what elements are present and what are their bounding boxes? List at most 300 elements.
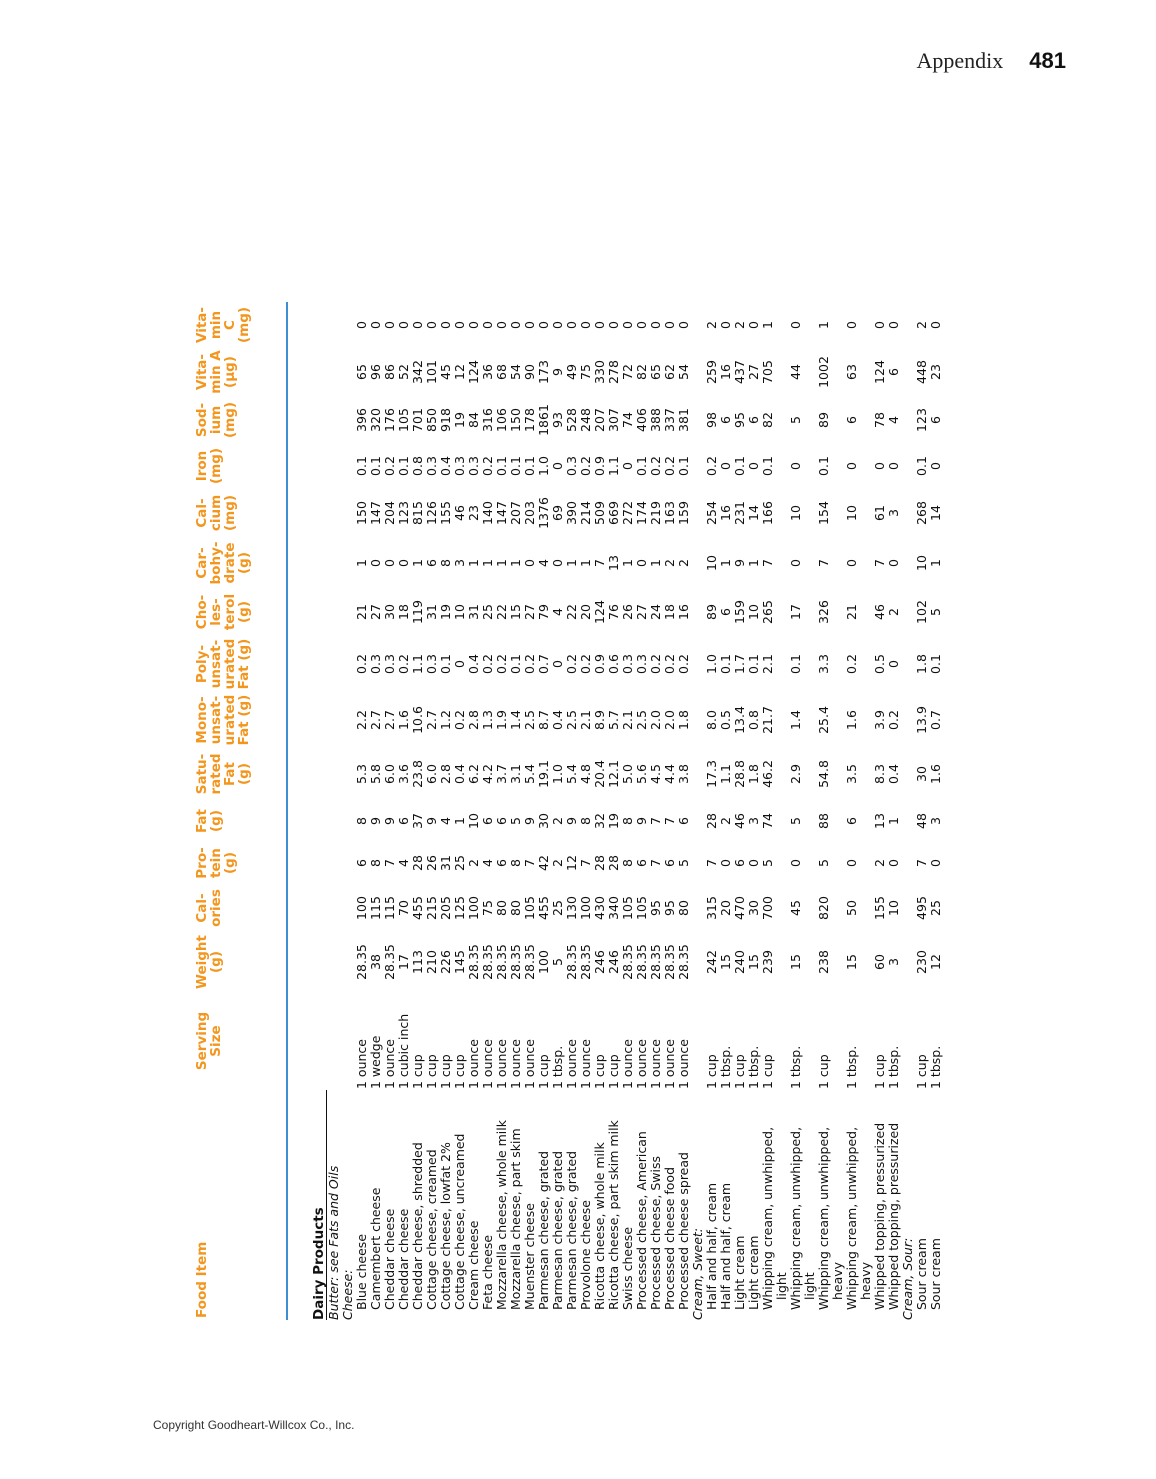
value-cell: 0.4 <box>438 456 453 476</box>
table-row <box>425 302 439 1320</box>
value-cell: 316 <box>480 408 495 432</box>
value-cell: 8 <box>354 817 369 825</box>
serving-size-cell: 1 ounce <box>466 1039 481 1089</box>
page-header <box>917 48 1066 74</box>
food-item-cell <box>621 1090 635 1320</box>
value-cell: 176 <box>382 408 397 432</box>
value-cell: 68 <box>494 364 509 380</box>
value-cell: 0 <box>592 321 607 329</box>
value-cell: 4 <box>438 817 453 825</box>
value-cell: 2 <box>466 859 481 867</box>
value-cell: 307 <box>606 408 621 432</box>
value-cell: 17 <box>396 954 411 970</box>
food-item-cell <box>719 1090 733 1320</box>
value-cell: 74 <box>620 412 635 428</box>
table-row <box>383 302 397 1320</box>
table-row <box>621 302 635 1320</box>
value-cell: 28.35 <box>564 944 579 980</box>
value-cell: 7 <box>648 859 663 867</box>
value-cell: 13 <box>872 813 887 829</box>
value-cell: 10 <box>704 555 719 571</box>
value-cell: 80 <box>494 900 509 916</box>
serving-size-cell: 1 tbsp. <box>844 1045 859 1089</box>
value-cell: 0 <box>620 462 635 470</box>
value-cell: 10 <box>452 604 467 620</box>
value-cell: 0 <box>522 559 537 567</box>
value-cell: 700 <box>760 896 775 920</box>
col-carbohydrate: Car-bohy-drate (g) <box>194 541 252 585</box>
value-cell: 9 <box>550 368 565 376</box>
value-cell: 230 <box>914 950 929 974</box>
serving-size-cell: 1 cubic inch <box>396 1013 411 1089</box>
value-cell: 1.0 <box>704 654 719 674</box>
value-cell: 1.0 <box>536 456 551 476</box>
value-cell: 0 <box>872 321 887 329</box>
value-cell: 0 <box>564 321 579 329</box>
value-cell: 8 <box>368 859 383 867</box>
value-cell: 315 <box>704 896 719 920</box>
value-cell: 9 <box>424 817 439 825</box>
value-cell: 0 <box>536 321 551 329</box>
value-cell: 150 <box>354 501 369 525</box>
food-item-cell <box>355 1090 369 1320</box>
value-cell: 0 <box>634 321 649 329</box>
value-cell: 0 <box>354 321 369 329</box>
value-cell: 238 <box>816 950 831 974</box>
group-label: Cream, Sweet: <box>690 1228 705 1320</box>
food-item-name-cont: light <box>774 1272 789 1300</box>
value-cell: 25 <box>452 855 467 871</box>
value-cell: 46 <box>872 604 887 620</box>
value-cell: 115 <box>382 896 397 920</box>
table-row <box>593 302 607 1320</box>
serving-size-cell: 1 tbsp. <box>550 1045 565 1089</box>
food-item-cell <box>887 1090 901 1320</box>
copyright-notice: Copyright Goodheart-Willcox Co., Inc. <box>153 1418 355 1432</box>
value-cell: 0 <box>494 321 509 329</box>
value-cell: 495 <box>914 896 929 920</box>
food-item-name-cont: heavy <box>830 1261 845 1300</box>
table-row <box>663 302 677 1320</box>
value-cell: 15 <box>844 954 859 970</box>
serving-size-cell: 1 ounce <box>662 1039 677 1089</box>
value-cell: 242 <box>704 950 719 974</box>
value-cell: 5 <box>928 608 943 616</box>
value-cell: 28.35 <box>620 944 635 980</box>
value-cell: 4 <box>550 608 565 616</box>
value-cell: 8.9 <box>592 710 607 730</box>
value-cell: 119 <box>410 600 425 624</box>
value-cell: 89 <box>704 604 719 620</box>
table-row <box>495 302 509 1320</box>
value-cell: 0 <box>746 462 761 470</box>
value-cell: 49 <box>564 364 579 380</box>
value-cell: 2.7 <box>424 710 439 730</box>
value-cell: 204 <box>382 501 397 525</box>
value-cell: 28.35 <box>522 944 537 980</box>
food-item-name: Cottage cheese, uncreamed <box>452 1133 467 1310</box>
value-cell: 6 <box>844 416 859 424</box>
value-cell: 123 <box>396 501 411 525</box>
value-cell: 23 <box>928 364 943 380</box>
table-row <box>929 302 943 1320</box>
serving-size-cell: 1 cup <box>438 1054 453 1089</box>
value-cell: 1.6 <box>844 710 859 730</box>
value-cell: 155 <box>438 501 453 525</box>
value-cell: 0.1 <box>928 654 943 674</box>
food-item-cell <box>607 1090 621 1320</box>
serving-size-cell: 1 ounce <box>522 1039 537 1089</box>
food-item-name: Parmesan cheese, grated <box>550 1150 565 1310</box>
value-cell: 0.2 <box>662 654 677 674</box>
value-cell: 15 <box>508 604 523 620</box>
value-cell: 0 <box>928 321 943 329</box>
value-cell: 9 <box>382 817 397 825</box>
value-cell: 20 <box>718 900 733 916</box>
section-row <box>308 302 327 1320</box>
col-saturated-fat: Satu-rated Fat (g) <box>194 753 252 795</box>
value-cell: 19 <box>606 813 621 829</box>
value-cell: 0.2 <box>382 456 397 476</box>
food-item-cell <box>495 1090 509 1320</box>
serving-size-cell: 1 ounce <box>634 1039 649 1089</box>
col-serving-size: Serving Size <box>194 1011 224 1071</box>
food-item-cell <box>635 1090 649 1320</box>
value-cell: 15 <box>718 954 733 970</box>
value-cell: 5.6 <box>634 764 649 784</box>
value-cell: 1.3 <box>480 710 495 730</box>
value-cell: 31 <box>466 604 481 620</box>
serving-size-cell: 1 cup <box>606 1054 621 1089</box>
value-cell: 1 <box>578 559 593 567</box>
food-item-cell <box>705 1090 719 1320</box>
value-cell: 4 <box>396 859 411 867</box>
value-cell: 1 <box>410 559 425 567</box>
value-cell: 437 <box>732 360 747 384</box>
value-cell: 1.8 <box>746 764 761 784</box>
value-cell: 6 <box>494 859 509 867</box>
col-cholesterol: Cho-les-terol (g) <box>194 593 252 631</box>
value-cell: 4 <box>536 559 551 567</box>
value-cell: 2 <box>676 559 691 567</box>
value-cell: 203 <box>522 501 537 525</box>
value-cell: 2.7 <box>382 710 397 730</box>
value-cell: 5 <box>550 958 565 966</box>
value-cell: 207 <box>508 501 523 525</box>
food-item-cell <box>845 1090 873 1320</box>
food-item-name: Cottage cheese, creamed <box>424 1149 439 1310</box>
value-cell: 6.2 <box>466 764 481 784</box>
value-cell: 2 <box>914 321 929 329</box>
value-cell: 0.8 <box>746 710 761 730</box>
value-cell: 5.3 <box>354 764 369 784</box>
food-item-cell <box>761 1090 789 1320</box>
value-cell: 1 <box>452 817 467 825</box>
value-cell: 0.1 <box>354 456 369 476</box>
value-cell: 509 <box>592 501 607 525</box>
value-cell: 173 <box>536 360 551 384</box>
value-cell: 0 <box>368 321 383 329</box>
value-cell: 0.1 <box>676 456 691 476</box>
value-cell: 0.2 <box>648 456 663 476</box>
value-cell: 1 <box>746 559 761 567</box>
value-cell: 1 <box>480 559 495 567</box>
value-cell: 0 <box>550 321 565 329</box>
value-cell: 254 <box>704 501 719 525</box>
value-cell: 5.4 <box>522 764 537 784</box>
value-cell: 7 <box>522 859 537 867</box>
value-cell: 1.1 <box>410 654 425 674</box>
value-cell: 25.4 <box>816 706 831 734</box>
value-cell: 93 <box>550 412 565 428</box>
value-cell: 0.1 <box>494 456 509 476</box>
value-cell: 0.1 <box>508 654 523 674</box>
value-cell: 1 <box>508 559 523 567</box>
food-item-cell <box>383 1090 397 1320</box>
food-item-name: Cheddar cheese, shredded <box>410 1142 425 1310</box>
value-cell: 54 <box>676 364 691 380</box>
food-item-cell <box>663 1090 677 1320</box>
value-cell: 174 <box>634 501 649 525</box>
value-cell: 406 <box>634 408 649 432</box>
value-cell: 2 <box>872 859 887 867</box>
value-cell: 272 <box>620 501 635 525</box>
value-cell: 6.0 <box>424 764 439 784</box>
value-cell: 3 <box>928 817 943 825</box>
value-cell: 0.2 <box>676 654 691 674</box>
value-cell: 0 <box>368 559 383 567</box>
food-item-name: Ricotta cheese, whole milk <box>592 1142 607 1310</box>
food-item-name-cont: light <box>802 1272 817 1300</box>
value-cell: 210 <box>424 950 439 974</box>
value-cell: 7 <box>914 859 929 867</box>
serving-size-cell: 1 cup <box>536 1054 551 1089</box>
col-food-item: Food Item <box>194 1241 210 1318</box>
value-cell: 5.7 <box>606 710 621 730</box>
value-cell: 145 <box>452 950 467 974</box>
food-item-cell <box>411 1090 425 1320</box>
value-cell: 8.3 <box>872 764 887 784</box>
value-cell: 231 <box>732 501 747 525</box>
serving-size-cell: 1 cup <box>760 1054 775 1089</box>
value-cell: 0.2 <box>494 654 509 674</box>
value-cell: 105 <box>522 896 537 920</box>
value-cell: 0.2 <box>578 456 593 476</box>
value-cell: 12 <box>928 954 943 970</box>
value-cell: 205 <box>438 896 453 920</box>
value-cell: 96 <box>368 364 383 380</box>
value-cell: 79 <box>536 604 551 620</box>
value-cell: 455 <box>410 896 425 920</box>
value-cell: 23.8 <box>410 760 425 788</box>
value-cell: 0 <box>844 462 859 470</box>
value-cell: 3 <box>746 817 761 825</box>
food-item-cell <box>439 1090 453 1320</box>
food-item-name-cont: heavy <box>858 1261 873 1300</box>
value-cell: 1.0 <box>550 764 565 784</box>
value-cell: 0.3 <box>466 456 481 476</box>
table-row <box>439 302 453 1320</box>
value-cell: 330 <box>592 360 607 384</box>
table-row <box>523 302 537 1320</box>
food-item-name: Camembert cheese <box>368 1187 383 1310</box>
value-cell: 1.7 <box>732 654 747 674</box>
table-row <box>607 302 621 1320</box>
value-cell: 0 <box>844 321 859 329</box>
value-cell: 115 <box>368 896 383 920</box>
value-cell: 0 <box>606 321 621 329</box>
value-cell: 65 <box>354 364 369 380</box>
value-cell: 9 <box>732 559 747 567</box>
table-row <box>509 302 523 1320</box>
value-cell: 21 <box>354 604 369 620</box>
value-cell: 45 <box>438 364 453 380</box>
value-cell: 98 <box>704 412 719 428</box>
group-row <box>901 302 915 1320</box>
value-cell: 76 <box>606 604 621 620</box>
food-item-cell <box>579 1090 593 1320</box>
value-cell: 3 <box>886 958 901 966</box>
value-cell: 78 <box>872 412 887 428</box>
group-label: Cheese: <box>340 1269 355 1320</box>
value-cell: 100 <box>354 896 369 920</box>
value-cell: 0 <box>480 321 495 329</box>
value-cell: 13.4 <box>732 706 747 734</box>
value-cell: 124 <box>592 600 607 624</box>
value-cell: 28.35 <box>354 944 369 980</box>
value-cell: 9 <box>522 817 537 825</box>
value-cell: 4 <box>480 859 495 867</box>
value-cell: 214 <box>578 501 593 525</box>
value-cell: 6 <box>886 368 901 376</box>
value-cell: 7 <box>816 559 831 567</box>
value-cell: 0 <box>872 462 887 470</box>
value-cell: 14 <box>746 505 761 521</box>
value-cell: 0.1 <box>746 654 761 674</box>
value-cell: 0 <box>382 559 397 567</box>
value-cell: 0 <box>550 559 565 567</box>
value-cell: 320 <box>368 408 383 432</box>
value-cell: 0 <box>452 321 467 329</box>
table-row <box>369 302 383 1320</box>
table-body <box>287 302 943 1320</box>
value-cell: 0.3 <box>424 654 439 674</box>
table-row <box>551 302 565 1320</box>
table-row <box>397 302 411 1320</box>
value-cell: 4.5 <box>648 764 663 784</box>
value-cell: 62 <box>662 364 677 380</box>
value-cell: 1.8 <box>676 710 691 730</box>
value-cell: 388 <box>648 408 663 432</box>
value-cell: 95 <box>732 412 747 428</box>
spacer-row <box>287 302 308 1320</box>
value-cell: 6 <box>634 859 649 867</box>
note-row <box>327 302 342 1320</box>
value-cell: 75 <box>480 900 495 916</box>
value-cell: 6 <box>718 416 733 424</box>
table-row <box>915 302 929 1320</box>
value-cell: 28.35 <box>662 944 677 980</box>
value-cell: 0.5 <box>872 654 887 674</box>
value-cell: 6.0 <box>382 764 397 784</box>
food-item-name: Processed cheese spread <box>676 1152 691 1310</box>
nutrition-table <box>195 302 943 1320</box>
value-cell: 1 <box>928 559 943 567</box>
value-cell: 6 <box>494 817 509 825</box>
serving-size-cell: 1 cup <box>592 1054 607 1089</box>
value-cell: 7 <box>382 859 397 867</box>
serving-size-cell: 1 cup <box>872 1054 887 1089</box>
value-cell: 50 <box>844 900 859 916</box>
value-cell: 1.6 <box>928 764 943 784</box>
value-cell: 5 <box>816 859 831 867</box>
value-cell: 5.4 <box>564 764 579 784</box>
value-cell: 528 <box>564 408 579 432</box>
value-cell: 6 <box>424 559 439 567</box>
value-cell: 0 <box>788 559 803 567</box>
value-cell: 17.3 <box>704 760 719 788</box>
value-cell: 0.1 <box>438 654 453 674</box>
value-cell: 13.9 <box>914 706 929 734</box>
value-cell: 20 <box>578 604 593 620</box>
value-cell: 0 <box>844 859 859 867</box>
value-cell: 31 <box>438 855 453 871</box>
value-cell: 815 <box>410 501 425 525</box>
value-cell: 6 <box>732 859 747 867</box>
value-cell: 10 <box>788 505 803 521</box>
value-cell: 7 <box>578 859 593 867</box>
value-cell: 1.1 <box>606 456 621 476</box>
value-cell: 2 <box>704 321 719 329</box>
value-cell: 396 <box>354 408 369 432</box>
food-item-name: Sour cream <box>914 1238 929 1310</box>
value-cell: 82 <box>760 412 775 428</box>
value-cell: 3.1 <box>508 764 523 784</box>
value-cell: 86 <box>382 364 397 380</box>
value-cell: 1002 <box>816 356 831 388</box>
value-cell: 18 <box>662 604 677 620</box>
value-cell: 0.7 <box>536 654 551 674</box>
value-cell: 3.9 <box>872 710 887 730</box>
value-cell: 5 <box>508 817 523 825</box>
value-cell: 20.4 <box>592 760 607 788</box>
value-cell: 159 <box>676 501 691 525</box>
value-cell: 130 <box>564 896 579 920</box>
value-cell: 0 <box>886 321 901 329</box>
value-cell: 2 <box>662 559 677 567</box>
food-item-name: Whipped topping, pressurized <box>886 1122 901 1310</box>
value-cell: 166 <box>760 501 775 525</box>
value-cell: 37 <box>410 813 425 829</box>
serving-size-cell: 1 tbsp. <box>718 1045 733 1089</box>
value-cell: 0 <box>746 859 761 867</box>
value-cell: 1 <box>760 321 775 329</box>
value-cell: 0.3 <box>424 456 439 476</box>
group-row <box>341 302 355 1320</box>
value-cell: 147 <box>368 501 383 525</box>
value-cell: 248 <box>578 408 593 432</box>
value-cell: 44 <box>788 364 803 380</box>
value-cell: 701 <box>410 408 425 432</box>
value-cell: 100 <box>578 896 593 920</box>
value-cell: 60 <box>872 954 887 970</box>
col-calcium: Cal-cium (mg) <box>194 494 238 532</box>
food-item-name: Muenster cheese <box>522 1203 537 1310</box>
value-cell: 30 <box>382 604 397 620</box>
value-cell: 163 <box>662 501 677 525</box>
food-item-name: Cheddar cheese <box>396 1208 411 1310</box>
value-cell: 95 <box>662 900 677 916</box>
